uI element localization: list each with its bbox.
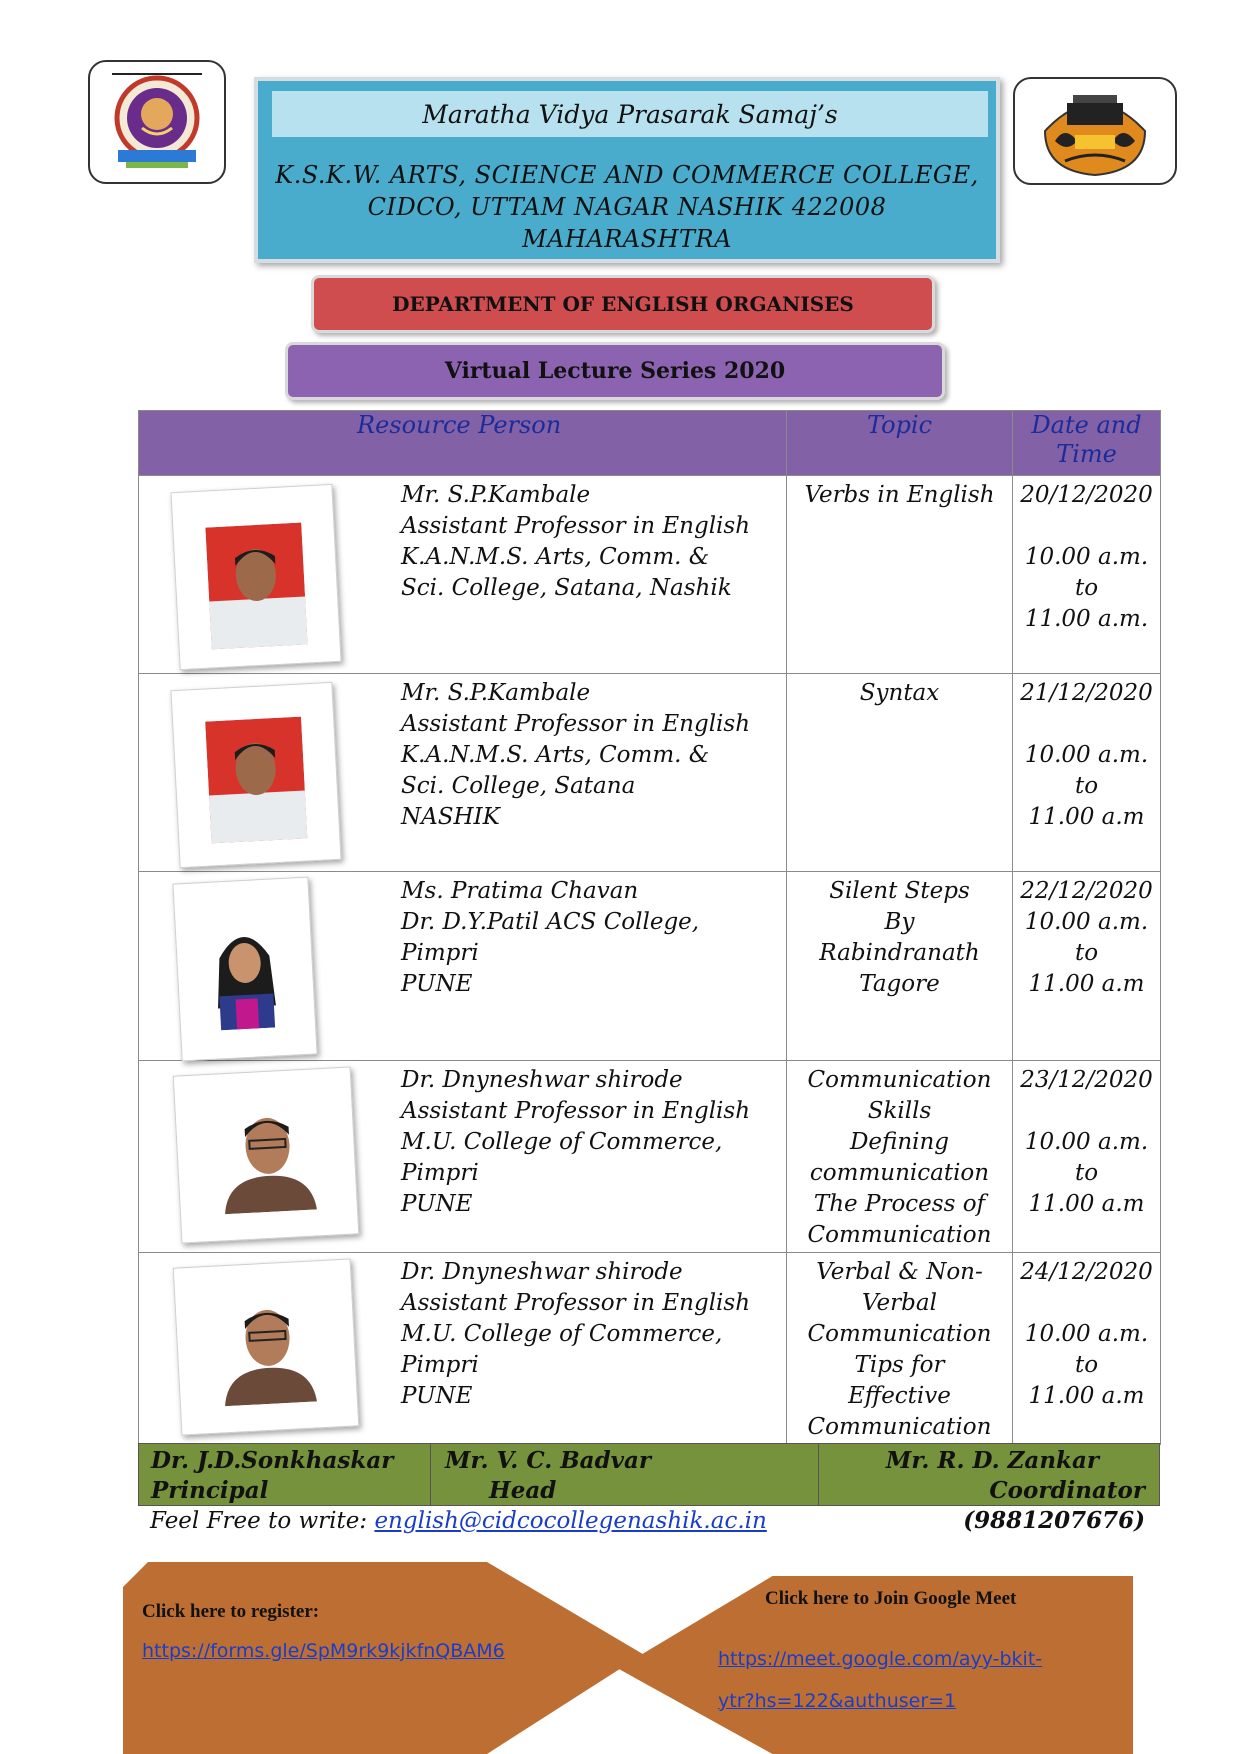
head-title: Head	[489, 1477, 557, 1504]
principal-title: Principal	[151, 1477, 269, 1504]
society-name: Maratha Vidya Prasarak Samaj’s	[272, 91, 988, 137]
speaker-portrait-icon	[213, 1099, 323, 1214]
topic-cell	[787, 476, 1013, 674]
speaker-photo	[173, 1258, 360, 1435]
table-row	[139, 674, 1161, 872]
date-text: 24/12/2020 10.00 a.m. to 11.00 a.m	[1020, 1259, 1153, 1409]
college-name-line3: MAHARASHTRA	[522, 225, 732, 253]
topic-cell	[787, 1253, 1013, 1445]
table-row	[139, 1253, 1161, 1445]
header-topic: Topic	[787, 411, 1013, 476]
resource-person-cell	[139, 476, 787, 674]
table-row	[139, 872, 1161, 1061]
meet-label: Click here to Join Google Meet	[765, 1588, 1017, 1609]
coordinator-signature	[819, 1444, 1159, 1534]
table-row	[139, 476, 1161, 674]
series-banner: Virtual Lecture Series 2020	[285, 342, 945, 400]
coordinator-title: Coordinator (9881207676)	[963, 1477, 1145, 1534]
speaker-portrait-icon	[213, 1291, 323, 1406]
college-name	[258, 159, 996, 255]
resource-person-cell	[139, 1253, 787, 1445]
speaker-portrait-icon	[205, 717, 307, 844]
date-text: 20/12/2020 10.00 a.m. to 11.00 a.m.	[1020, 482, 1153, 632]
department-banner: DEPARTMENT OF ENGLISH ORGANISES	[311, 275, 935, 333]
resource-person-cell	[139, 674, 787, 872]
date-cell	[1013, 1061, 1161, 1253]
contact-prefix: Feel Free to write:	[150, 1508, 375, 1534]
date-cell	[1013, 674, 1161, 872]
principal-signature	[139, 1444, 431, 1505]
speaker-photo	[173, 1066, 360, 1243]
lecture-schedule-table	[138, 410, 1161, 1445]
topic-text: Syntax	[859, 680, 940, 706]
resource-person-details: Mr. S.P.Kambale Assistant Professor in English K.A.N.M.S. Arts, Comm. & Sci. College, Satana, Nashik	[401, 482, 751, 601]
resource-person-details: Mr. S.P.Kambale Assistant Professor in English K.A.N.M.S. Arts, Comm. & Sci. College, Satana NASHIK	[401, 680, 751, 830]
register-label: Click here to register:	[142, 1601, 320, 1622]
speaker-photo	[172, 877, 317, 1062]
date-cell	[1013, 872, 1161, 1061]
college-name-line2: CIDCO, UTTAM NAGAR NASHIK 422008	[367, 193, 887, 221]
resource-person-cell	[139, 1061, 787, 1253]
topic-text: Silent Steps By Rabindranath Tagore	[819, 878, 980, 997]
register-link[interactable]: https://forms.gle/SpM9rk9kjkfnQBAM6	[142, 1640, 505, 1662]
speaker-portrait-icon	[205, 523, 307, 650]
topic-text: Verbs in English	[804, 482, 995, 508]
college-emblem-icon	[90, 62, 224, 182]
resource-person-details: Dr. Dnyneshwar shirode Assistant Professor in English M.U. College of Commerce, Pimpri PUNE	[401, 1067, 751, 1217]
contact-line	[150, 1508, 767, 1534]
date-cell	[1013, 1253, 1161, 1445]
meet-link-line1[interactable]: https://meet.google.com/ayy-bkit-	[718, 1648, 1043, 1670]
header-date-time: Date and Time	[1013, 411, 1161, 476]
speaker-portrait-icon	[205, 915, 285, 1031]
table-row	[139, 1061, 1161, 1253]
contact-email-link[interactable]: english@cidcocollegenashik.ac.in	[374, 1508, 767, 1534]
date-cell	[1013, 476, 1161, 674]
resource-person-details: Dr. Dnyneshwar shirode Assistant Professor in English M.U. College of Commerce, Pimpri PUNE	[401, 1259, 751, 1409]
society-emblem-icon	[1015, 79, 1175, 183]
college-logo-left	[88, 60, 226, 184]
topic-text: Verbal & Non- Verbal Communication Tips for Effective Communication	[807, 1259, 992, 1440]
topic-cell	[787, 1061, 1013, 1253]
speaker-photo	[170, 682, 341, 868]
society-logo-right	[1013, 77, 1177, 185]
college-header	[254, 77, 1000, 263]
resource-person-cell	[139, 872, 787, 1061]
principal-name: Dr. J.D.Sonkhaskar	[151, 1447, 394, 1474]
topic-cell	[787, 674, 1013, 872]
resource-person-details: Ms. Pratima Chavan Dr. D.Y.Patil ACS College, Pimpri PUNE	[401, 878, 700, 997]
speaker-photo	[170, 484, 341, 670]
coordinator-name: Mr. R. D. Zankar	[885, 1447, 1099, 1474]
head-signature	[431, 1444, 819, 1505]
college-name-line1: K.S.K.W. ARTS, SCIENCE AND COMMERCE COLLEGE,	[275, 161, 979, 189]
header-resource-person: Resource Person	[139, 411, 787, 476]
table-header-row	[139, 411, 1161, 476]
date-text: 21/12/2020 10.00 a.m. to 11.00 a.m	[1020, 680, 1153, 830]
meet-link-line2[interactable]: ytr?hs=122&authuser=1	[718, 1690, 957, 1712]
topic-text: Communication Skills Defining communication The Process of Communication	[807, 1067, 992, 1248]
date-text: 22/12/2020 10.00 a.m. to 11.00 a.m	[1020, 878, 1153, 997]
topic-cell	[787, 872, 1013, 1061]
head-name: Mr. V. C. Badvar	[445, 1447, 652, 1474]
date-text: 23/12/2020 10.00 a.m. to 11.00 a.m	[1020, 1067, 1153, 1217]
